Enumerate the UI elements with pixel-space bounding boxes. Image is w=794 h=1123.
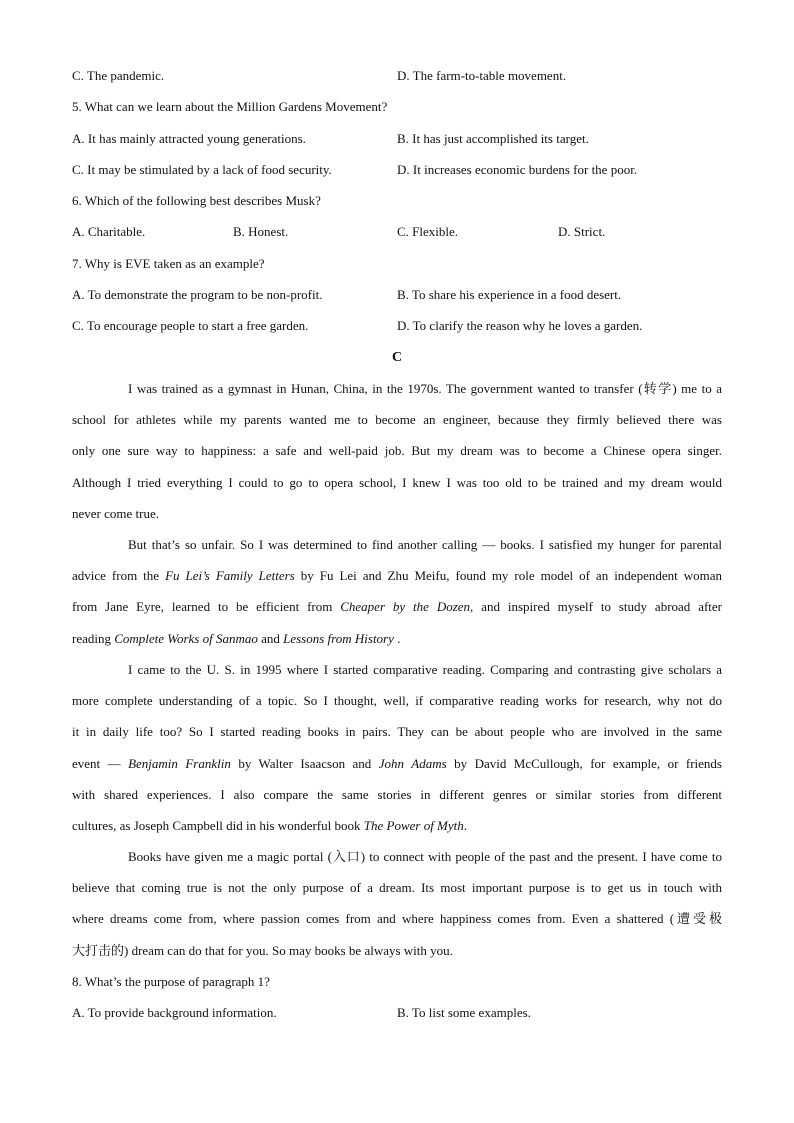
paragraph-line: advice from the Fu Lei’s Family Letters by Fu Lei and Zhu Meifu, found my role model of an independent woman <box>72 568 722 584</box>
paragraph-line: I was trained as a gymnast in Hunan, China, in the 1970s. The government wanted to transfer (转学) me to a <box>128 381 722 396</box>
paragraph-line: where dreams come from, where passion comes from and where happiness comes from. Even a shattered (遭受极 <box>72 911 722 927</box>
paragraph-line: I came to the U. S. in 1995 where I started comparative reading. Comparing and contrasting give scholars a <box>128 662 722 677</box>
q7-option-c: C. To encourage people to start a free garden. <box>72 318 309 333</box>
q5-option-a: A. It has mainly attracted young generations. <box>72 131 306 146</box>
q8-stem: 8. What’s the purpose of paragraph 1? <box>72 974 270 989</box>
q5-option-d: D. It increases economic burdens for the poor. <box>397 162 638 177</box>
paragraph-line: cultures, as Joseph Campbell did in his wonderful book The Power of Myth. <box>72 818 468 834</box>
paragraph-line: Although I tried everything I could to go to opera school, I knew I was too old to be trained and my dream would <box>72 474 722 490</box>
q7-option-b: B. To share his experience in a food desert. <box>397 287 622 302</box>
paragraph-line: never come true. <box>72 505 159 521</box>
q6-option-c: C. Flexible. <box>397 224 459 239</box>
paragraph-line: with shared experiences. I also compare the same stories in different genres or similar stories from different <box>72 786 722 802</box>
book-title: Fu Lei’s Family Letters <box>165 568 295 584</box>
paragraph-line: it in daily life too? So I started reading books in pairs. They can be about people who are involved in the same <box>72 724 722 740</box>
paragraph-line: Books have given me a magic portal (入口) to connect with people of the past and the present. I have come to <box>128 849 722 864</box>
q6-stem: 6. Which of the following best describes Musk? <box>72 193 321 208</box>
q5-option-b: B. It has just accomplished its target. <box>397 131 589 146</box>
section-heading: C <box>391 350 403 365</box>
paragraph-line: from Jane Eyre, learned to be efficient from Cheaper by the Dozen, and inspired myself to study abroad after <box>72 599 723 615</box>
book-title: Benjamin Franklin <box>128 755 231 771</box>
book-title: Complete Works of Sanmao <box>114 630 258 646</box>
paragraph-line: event — Benjamin Franklin by Walter Isaacson and John Adams by David McCullough, for example, or friends <box>72 755 722 771</box>
book-title: Lessons from History <box>283 630 394 646</box>
q6-option-a: A. Charitable. <box>72 224 146 239</box>
q4-option-d: D. The farm-to-table movement. <box>397 68 567 83</box>
q7-option-d: D. To clarify the reason why he loves a garden. <box>397 318 643 333</box>
paragraph-line: believe that coming true is not the only purpose of a dream. Its most important purpose is to get us in touch with <box>72 880 722 896</box>
paragraph-line: But that’s so unfair. So I was determined to find another calling — books. I satisfied my hunger for parental <box>128 537 722 552</box>
paragraph-line: only one sure way to happiness: a safe and well-paid job. But my dream was to become a Chinese opera singer. <box>72 443 722 459</box>
paragraph-line: more complete understanding of a topic. So I thought, well, if comparative reading works for research, why not do <box>72 693 722 709</box>
q8-option-b: B. To list some examples. <box>397 1005 531 1020</box>
q5-stem: 5. What can we learn about the Million Gardens Movement? <box>72 99 388 114</box>
passage-paragraph-3 <box>72 654 722 841</box>
passage-paragraph-2 <box>72 529 722 654</box>
book-title: The Power of Myth <box>363 818 464 834</box>
q6-option-b: B. Honest. <box>233 224 289 239</box>
q4-option-c: C. The pandemic. <box>72 68 165 83</box>
book-title: Cheaper by the Dozen <box>340 599 471 615</box>
q7-option-a: A. To demonstrate the program to be non-profit. <box>72 287 323 302</box>
q7-stem: 7. Why is EVE taken as an example? <box>72 256 265 271</box>
q6-option-d: D. Strict. <box>558 224 606 239</box>
book-title: John Adams <box>378 755 447 771</box>
q8-option-a: A. To provide background information. <box>72 1005 277 1020</box>
passage-paragraph-4 <box>72 841 722 966</box>
paragraph-line: 大打击的) dream can do that for you. So may books be always with you. <box>72 942 453 958</box>
paragraph-line: school for athletes while my parents wanted me to become an engineer, because they firmly believed there was <box>72 412 722 428</box>
passage-paragraph-1 <box>72 373 722 529</box>
paragraph-line: reading Complete Works of Sanmao and Lessons from History . <box>72 630 401 646</box>
q5-option-c: C. It may be stimulated by a lack of food security. <box>72 162 332 177</box>
